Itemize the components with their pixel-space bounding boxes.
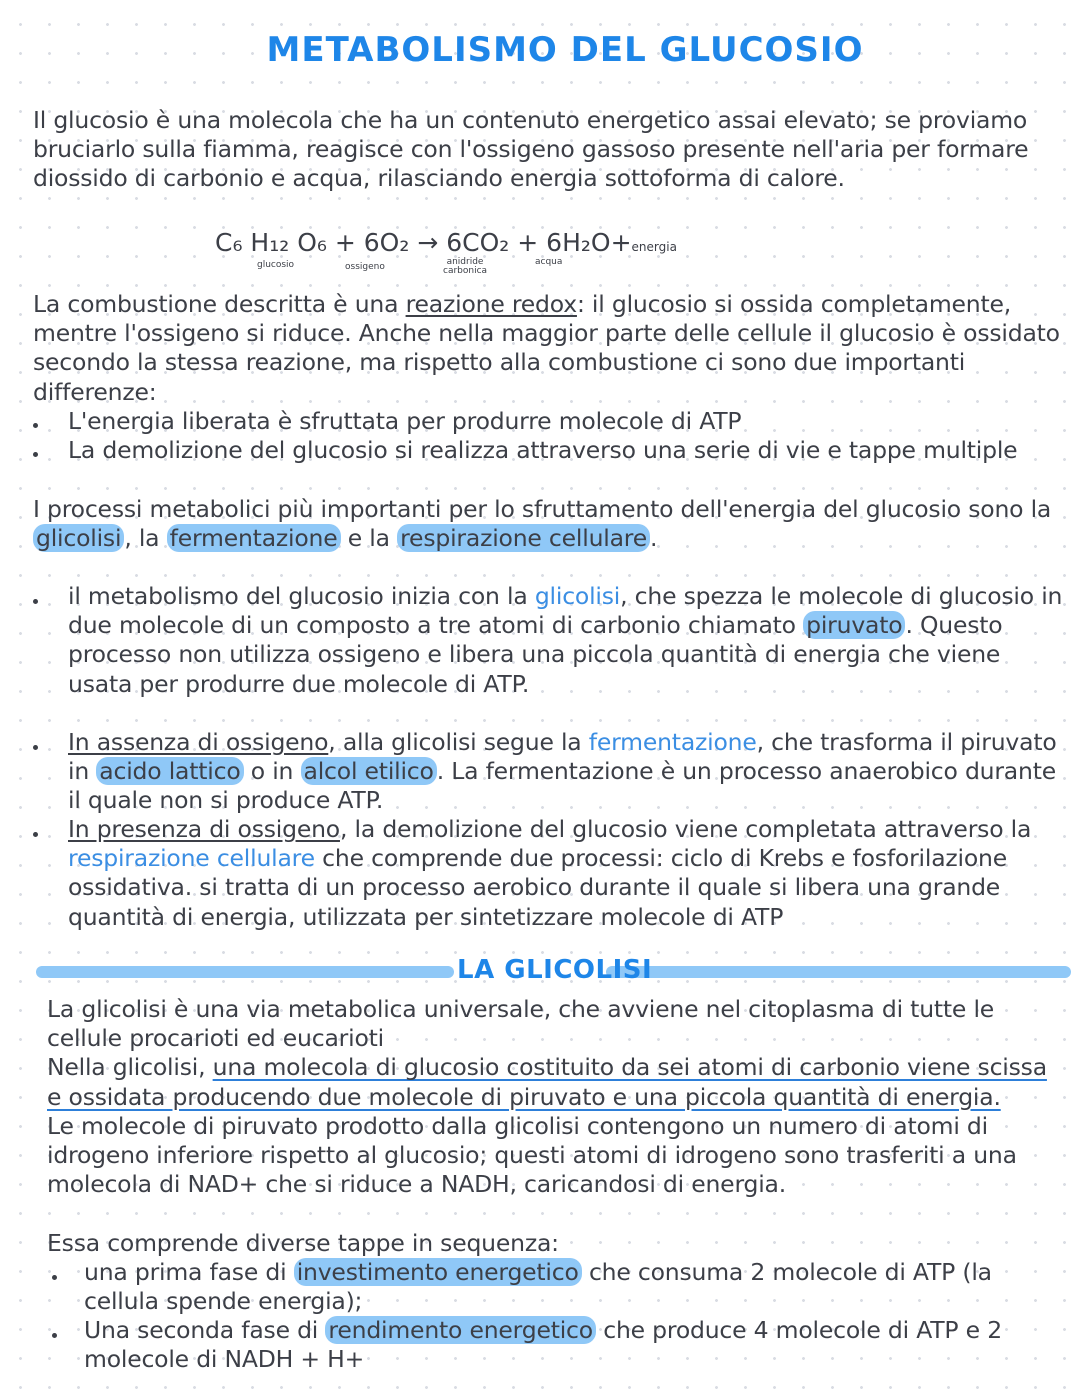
phase-2 xyxy=(84,1316,1002,1374)
glyco-line-3: processo non utilizza ossigeno e libera una piccola quantità di energia che viene xyxy=(68,640,1001,669)
bullet-icon xyxy=(52,1275,57,1280)
co2-formula: 6CO₂ xyxy=(446,228,510,257)
term-fermentazione: fermentazione xyxy=(588,728,757,756)
processes-text: . xyxy=(650,524,658,553)
processes-text: e la xyxy=(340,524,398,553)
highlight-alcol-etilico: alcol etilico xyxy=(301,757,437,785)
underline-definition: e ossidata producendo due molecole di piruvato e una piccola quantità di energia. xyxy=(47,1082,1001,1111)
bullet-icon xyxy=(33,423,38,428)
glicolisi-line-6: idrogeno inferiore rispetto al glucosio; questi atomi di idrogeno sono trasferiti a una xyxy=(47,1141,1017,1170)
glicolisi-line-5: Le molecole di piruvato prodotto dalla glicolisi contengono un numero di atomi di xyxy=(47,1111,988,1140)
plus-sign: + xyxy=(610,228,632,257)
anaerobic-line-3: il quale non si produce ATP. xyxy=(68,786,384,815)
water-formula: 6H₂O xyxy=(546,228,611,257)
bullet-icon xyxy=(33,745,38,750)
phases-intro xyxy=(47,1229,559,1258)
combustion-equation xyxy=(215,228,775,288)
bullet-icon xyxy=(33,452,38,457)
anaerobic-paragraph xyxy=(68,728,1057,816)
underline-definition: una molecola di glucosio costituito da sei atomi di carbonio viene scissa xyxy=(212,1053,1047,1082)
phase-1-line-1 xyxy=(84,1258,992,1287)
aerobic-line-4: quantità di energia, utilizzata per sintetizzare molecole di ATP xyxy=(68,902,784,931)
aerobic-text: , la demolizione del glucosio viene completata attraverso la xyxy=(339,815,1032,843)
glyco-text: il metabolismo del glucosio inizia con la xyxy=(68,582,535,610)
section-divider-right xyxy=(606,966,1071,978)
redox-term: reazione redox xyxy=(405,290,577,318)
intro-line-2: bruciarlo sulla fiamma, reagisce con l'ossigeno gassoso presente nell'aria per formare xyxy=(33,135,1029,164)
processes-line-2 xyxy=(33,524,1051,553)
phase-2-line-2: molecole di NADH + H+ xyxy=(84,1345,365,1374)
phase-1 xyxy=(84,1258,992,1316)
underline-assenza: In assenza di ossigeno xyxy=(68,728,329,756)
reaction-arrow-icon: → xyxy=(417,228,439,257)
glucose-label: glucosio xyxy=(257,260,295,270)
glicolisi-line-7: molecola di NAD+ che si riduce a NADH, caricandosi di energia. xyxy=(47,1170,787,1199)
plus-sign: + xyxy=(517,228,539,257)
redox-bullet-2 xyxy=(68,436,1017,465)
glucose-formula: C₆ H₁₂ O₆ xyxy=(215,228,327,257)
bullet-icon xyxy=(52,1333,57,1338)
glyco-line-1 xyxy=(68,582,1062,611)
glicolisi-line-1: La glicolisi è una via metabolica universale, che avviene nel citoplasma di tutte le xyxy=(47,995,995,1023)
intro-paragraph xyxy=(33,106,1028,194)
highlight-acido-lattico: acido lattico xyxy=(96,757,243,785)
phase-2-line-1 xyxy=(84,1316,1002,1345)
water-label: acqua xyxy=(535,257,563,267)
oxygen-formula: 6O₂ xyxy=(363,228,410,257)
glicolisi-line-2: cellule procarioti ed eucarioti xyxy=(47,1024,384,1053)
intro-line-3: diossido di carbonio e acqua, rilasciando energia sottoforma di calore. xyxy=(33,164,845,193)
intro-line-1: Il glucosio è una molecola che ha un contenuto energetico assai elevato; se proviamo xyxy=(33,106,1028,134)
processes-paragraph xyxy=(33,495,1051,553)
redox-line-4: differenze: xyxy=(33,377,157,406)
oxygen-label: ossigeno xyxy=(345,262,385,272)
redox-line-1 xyxy=(33,290,1060,319)
highlight-piruvato: piruvato xyxy=(803,611,905,639)
aerobic-text: che comprende due processi: ciclo di Krebs e fosforilazione xyxy=(314,844,1008,873)
aerobic-line-3: ossidativa. si tratta di un processo aerobico durante il quale si libera una grande xyxy=(68,873,1001,902)
highlight-rendimento: rendimento energetico xyxy=(325,1316,596,1344)
phase-text: che consuma 2 molecole di ATP (la xyxy=(581,1258,992,1286)
glycolysis-intro-paragraph xyxy=(68,582,1062,699)
processes-text: , la xyxy=(124,524,167,553)
co2-label xyxy=(443,258,487,276)
glyco-line-4: usata per produrre due molecole di ATP. xyxy=(68,669,530,698)
redox-bullet-1 xyxy=(68,407,741,436)
redox-text: La combustione descritta è una xyxy=(33,290,406,318)
anaerobic-line-2 xyxy=(68,757,1057,786)
term-glicolisi: glicolisi xyxy=(534,582,621,610)
bullet-text: La demolizione del glucosio si realizza attraverso una serie di vie e tappe multiple xyxy=(68,436,1018,464)
highlight-respirazione: respirazione cellulare xyxy=(397,524,650,552)
highlight-glicolisi: glicolisi xyxy=(33,524,124,552)
plus-sign: + xyxy=(334,228,356,257)
glicolisi-line-3 xyxy=(47,1053,1047,1082)
anaerobic-line-1 xyxy=(68,728,1057,757)
redox-paragraph xyxy=(33,290,1060,407)
redox-line-2: mentre l'ossigeno si riduce. Anche nella maggior parte delle cellule il glucosio è ossidato xyxy=(33,319,1060,348)
glyco-text: due molecole di un composto a tre atomi di carbonio chiamato xyxy=(68,611,804,640)
bullet-icon xyxy=(33,599,38,604)
redox-text: : il glucosio si ossida completamente, xyxy=(576,290,1012,318)
aerobic-paragraph xyxy=(68,815,1031,932)
aerobic-line-1 xyxy=(68,815,1031,844)
glicolisi-line-4 xyxy=(47,1083,1047,1112)
anaerobic-text: o in xyxy=(243,757,301,786)
section-title-glicolisi: LA GLICOLISI xyxy=(457,955,653,985)
energy-label: energia xyxy=(631,240,677,254)
anaerobic-text: , alla glicolisi segue la xyxy=(328,728,589,756)
phase-text: che produce 4 molecole di ATP e 2 xyxy=(595,1316,1002,1344)
glicolisi-text: Nella glicolisi, xyxy=(47,1053,213,1082)
underline-presenza: In presenza di ossigeno xyxy=(68,815,340,843)
glyco-text: , che spezza le molecole di glucosio in xyxy=(620,582,1063,610)
co2-label-line-1: anidride xyxy=(446,257,484,267)
co2-label-line-2: carbonica xyxy=(443,266,488,276)
section-divider-left xyxy=(36,966,454,978)
anaerobic-text: . La fermentazione è un processo anaerobico durante xyxy=(436,757,1056,786)
glyco-line-2 xyxy=(68,611,1062,640)
phases-intro-text: Essa comprende diverse tappe in sequenza: xyxy=(47,1229,559,1257)
highlight-investimento: investimento energetico xyxy=(294,1258,582,1286)
glyco-text: . Questo xyxy=(905,611,1003,640)
aerobic-line-2 xyxy=(68,844,1031,873)
redox-line-3: secondo la stessa reazione, ma rispetto alla combustione ci sono due importanti xyxy=(33,348,966,377)
phase-1-line-2: cellula spende energia); xyxy=(84,1287,363,1316)
anaerobic-text: in xyxy=(68,757,97,786)
equation-formula xyxy=(215,228,677,257)
anaerobic-text: , che trasforma il piruvato xyxy=(756,728,1057,756)
phase-text: Una seconda fase di xyxy=(84,1316,326,1344)
bullet-text: L'energia liberata è sfruttata per produrre molecole di ATP xyxy=(68,407,742,435)
phase-text: una prima fase di xyxy=(84,1258,294,1286)
processes-line-1: I processi metabolici più importanti per lo sfruttamento dell'energia del glucosio sono la xyxy=(33,495,1052,523)
bullet-icon xyxy=(33,832,38,837)
glicolisi-paragraph xyxy=(47,995,1047,1199)
highlight-fermentazione: fermentazione xyxy=(167,524,341,552)
term-respirazione: respirazione cellulare xyxy=(68,844,315,873)
page-title: METABOLISMO DEL GLUCOSIO xyxy=(266,30,864,70)
